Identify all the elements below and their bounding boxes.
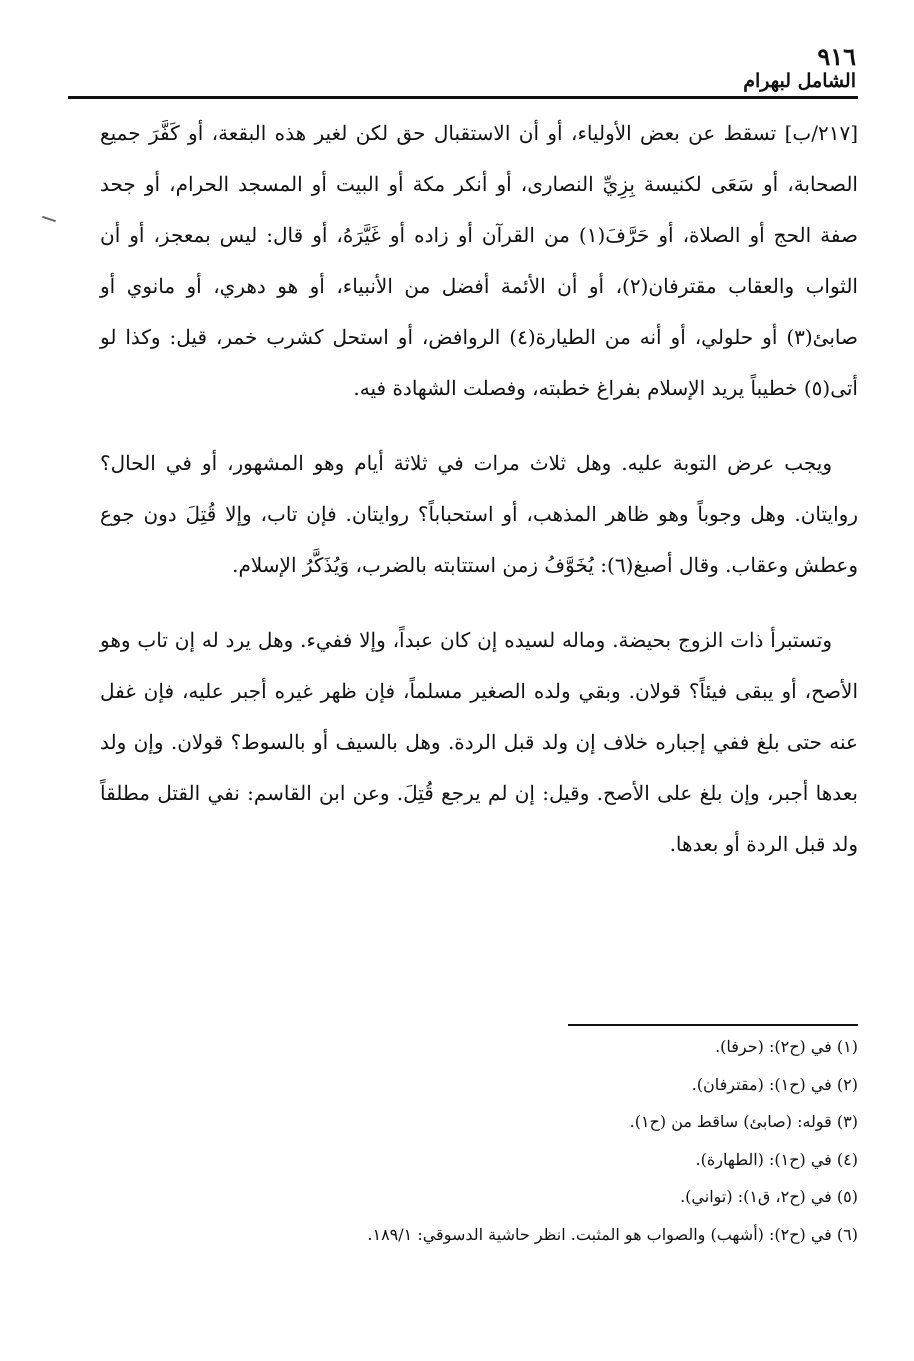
footnote-5: (٥) في (ح٢، ق١): (تواني). (680, 1187, 858, 1206)
header-rule (68, 96, 858, 99)
paragraph-3: وتستبرأ ذات الزوج بحيضة. وماله لسيده إن كان عبداً، وإلا ففيء. وهل يرد له إن تاب وهو الأصح، أو يبقى فيئاً؟ قولان. وبقي ولده الصغير مسلماً، فإن ظهر غيره أجبر عليه، فإن غفل عنه حتى بلغ ففي إجباره خلاف إن ولد قبل الردة. وهل بالسيف أو بالسوط؟ قولان. وإن ولد بعدها أجبر، وإن بلغ على الأصح. وقيل: إن لم يرجع قُتِلَ. وعن ابن القاسم: نفي القتل مطلقاً ولد قبل الردة أو بعدها. (100, 628, 858, 856)
footnote-6: (٦) في (ح٢): (أشهب) والصواب هو المثبت. انظر حاشية الدسوقي: ١٨٩/١. (367, 1224, 858, 1244)
page-header (70, 40, 856, 92)
margin-mark (42, 216, 56, 222)
footnote-rule (568, 1024, 858, 1026)
footnotes (100, 1028, 858, 1253)
paragraph-2: ويجب عرض التوبة عليه. وهل ثلاث مرات في ثلاثة أيام وهو المشهور، أو في الحال؟ روايتان. وهل وجوباً وهو ظاهر المذهب، أو استحباباً؟ روايتان. فإن تاب، وإلا قُتِلَ دون جوع وعطش وعقاب. وقال أصبغ(٦): يُخَوَّفُ زمن استتابته بالضرب، وَيُذَكَّرُ الإسلام. (100, 451, 858, 577)
page-number: ٩١٦ (817, 42, 856, 71)
footnote-4: (٤) في (ح١): (الطهارة). (695, 1149, 858, 1169)
footnote-3: (٣) قوله: (صابئ) ساقط من (ح١). (629, 1112, 858, 1131)
paragraph-1: [٢١٧/ب] تسقط عن بعض الأولياء، أو أن الاستقبال حق لكن لغير هذه البقعة، أو كَفَّرَ جميع الصحابة، أو سَعَى لكنيسة بِزِيِّ النصارى، أو أنكر مكة أو البيت أو المسجد الحرام، أو جحد صفة الحج أو الصلاة، أو حَرَّفَ(١) من القرآن أو زاده أو غَيَّرَهُ، أو قال: ليس بمعجز، أو أن الثواب والعقاب مقترفان(٢)، أو أن الأئمة أفضل من الأنبياء، أو هو دهري، أو مانوي أو صابئ(٣) أو حلولي، أو أنه من الطيارة(٤) الروافض، أو استحل كشرب خمر، قيل: وكذا لو أتى(٥) خطيباً يريد الإسلام بفراغ خطبته، وفصلت الشهادة فيه. (100, 121, 858, 400)
footnote-2: (٢) في (ح١): (مقترفان). (691, 1074, 858, 1094)
footnote-1: (١) في (ح٢): (حرفا). (715, 1037, 858, 1056)
main-text (100, 108, 858, 894)
running-title: الشامل لبهرام (743, 70, 856, 92)
